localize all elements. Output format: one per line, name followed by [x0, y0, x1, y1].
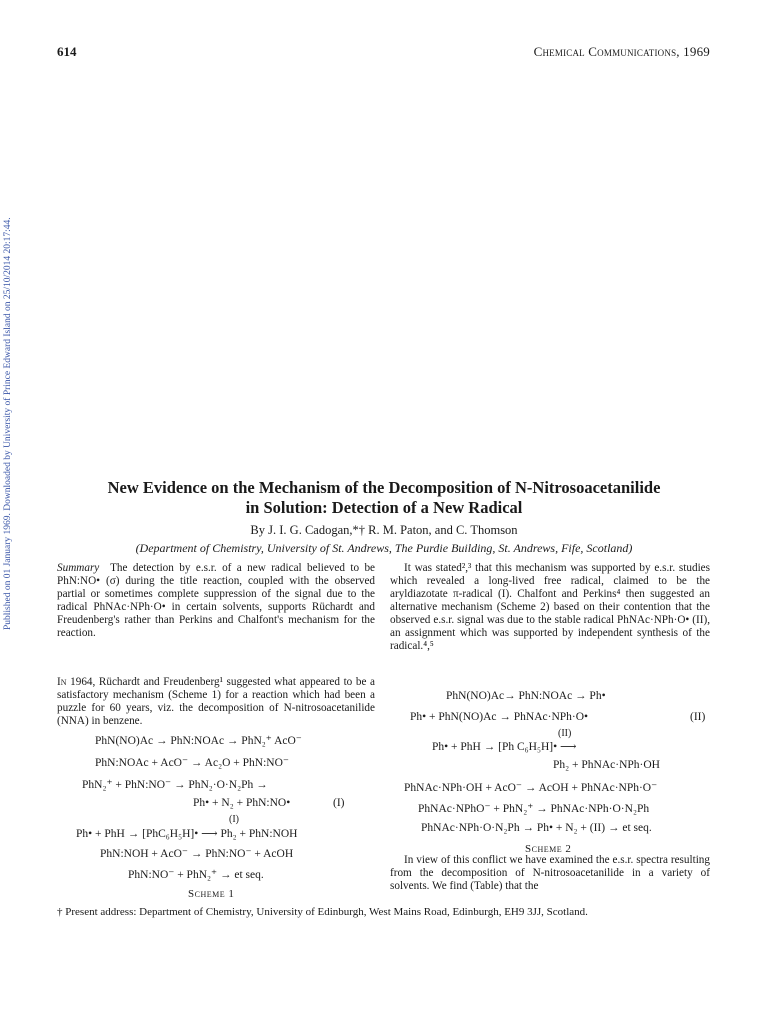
page-number: 614	[57, 44, 77, 59]
scheme2-line-4: Ph₂ + PhNAc·NPh·OH	[553, 759, 660, 771]
intro-lead: In	[57, 676, 67, 688]
intro-text: 1964, Rüchardt and Freudenberg¹ suggested what appeared to be a satisfactory mechanism (Scheme 1) for a reaction which had been a puzzle for 60 years, viz. the decomposition of N-nitrosoacetanilide (NNA) in benzene.	[57, 676, 375, 727]
scheme2-line-7: PhNAc·NPh·O·N₂Ph → Ph• + N₂ + (II) → et seq.	[421, 822, 652, 834]
scheme2-line-6: PhNAc·NPhO⁻ + PhN₂⁺ → PhNAc·NPh·O·N₂Ph	[418, 803, 650, 815]
scheme1-line-1: PhN(NO)Ac → PhN:NOAc → PhN₂⁺ AcO⁻	[95, 735, 302, 747]
scheme1-line-7: PhN:NO⁻ + PhN₂⁺ → et seq.	[128, 869, 264, 881]
title-line-1: New Evidence on the Mechanism of the Decomposition of N-Nitrosoacetanilide	[107, 478, 661, 497]
right-paragraph-1	[390, 562, 710, 653]
scheme1-line-4: Ph• + N₂ + PhN:NO•	[193, 797, 291, 809]
intro-paragraph	[57, 676, 375, 728]
scheme1-line-5: Ph• + PhH → [PhC₆H₅H]• ⟶ Ph₂ + PhN:NOH	[76, 828, 298, 840]
scheme1-line-2: PhN:NOAc + AcO⁻ → Ac₂O + PhN:NO⁻	[95, 757, 289, 769]
summary-label: Summary	[57, 562, 100, 574]
author-affiliation: (Department of Chemistry, University of St. Andrews, The Purdie Building, St. Andrews, Fife, Scotland)	[135, 541, 633, 555]
scheme2-label: Scheme 2	[525, 843, 572, 855]
scheme1-line-6: PhN:NOH + AcO⁻ → PhN:NO⁻ + AcOH	[100, 848, 294, 860]
article-title	[40, 478, 728, 518]
right-paragraph-2-text: In view of this conflict we have examined the e.s.r. spectra resulting from the decomposition of N-nitrosoacetanilide in a variety of solvents. We find (Table) that the	[390, 854, 710, 892]
scheme2-line-3: Ph• + PhH → [Ph C₆H₅H]• ⟶	[432, 741, 577, 753]
summary-paragraph	[57, 562, 375, 640]
scheme1-label-I: (I)	[333, 797, 345, 809]
right-paragraph-1-text: It was stated²,³ that this mechanism was supported by e.s.r. studies which revealed a long-lived free radical, claimed to be the aryldiazotate π-radical (I). Chalfont and Perkins⁴ then suggested an alternative mechanism (Scheme 2) based on their contention that the observed e.s.r. signal was due to the stable radical PhNAc·NPh·O• (II), an assignment which was supported by independent synthesis of the radical.⁴,⁵	[390, 562, 710, 652]
right-paragraph-2	[390, 854, 710, 893]
scheme2-line-2: Ph• + PhN(NO)Ac → PhNAc·NPh·O•	[410, 711, 589, 723]
scheme1-arrow-label-I: (I)	[229, 814, 239, 825]
title-line-2: in Solution: Detection of a New Radical	[245, 498, 523, 517]
summary-text: The detection by e.s.r. of a new radical believed to be PhN:NO• (σ) during the title reaction, coupled with the observed partial or sometimes complete suppression of the signal due to the radical PhNAc·NPh·O• in certain solvents, supports Rüchardt and Freudenberg's rather than Perkins and Chalfont's mechanism for the reaction.	[57, 562, 376, 639]
author-byline: By J. I. G. Cadogan,*† R. M. Paton, and C. Thomson	[250, 523, 518, 537]
scheme2-label-II: (II)	[690, 711, 706, 723]
scheme1-line-3: PhN₂⁺ + PhN:NO⁻ → PhN₂·O·N₂Ph →	[82, 779, 268, 791]
running-head: Chemical Communications, 1969	[533, 44, 710, 59]
scheme1-label: Scheme 1	[188, 888, 235, 900]
scheme2-line-1: PhN(NO)Ac→ PhN:NOAc → Ph•	[446, 690, 606, 702]
scheme2-arrow-label-II: (II)	[558, 728, 572, 739]
scheme2-line-5: PhNAc·NPh·OH + AcO⁻ → AcOH + PhNAc·NPh·O⁻	[404, 782, 658, 794]
footnote: † Present address: Department of Chemistry, University of Edinburgh, West Mains Road, Edinburgh, EH9 3JJ, Scotland.	[57, 906, 588, 918]
publication-side-note[interactable]: Published on 01 January 1969. Downloaded by University of Prince Edward Island on 25/10/2014 20:17:44.	[3, 217, 13, 630]
